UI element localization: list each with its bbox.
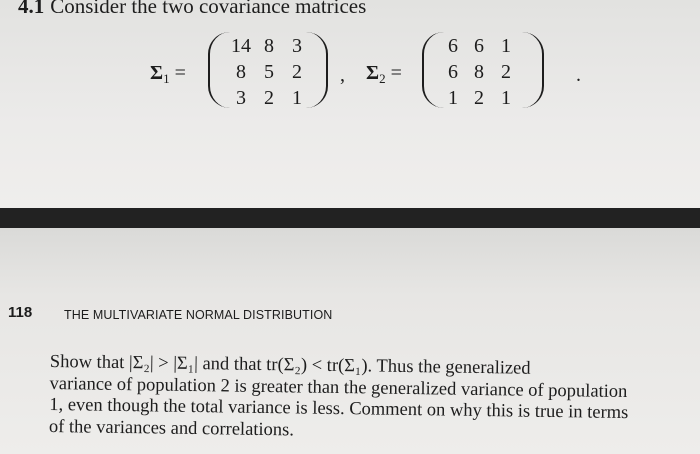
matrix1-right-paren (304, 32, 328, 108)
matrix-cell: 2 (292, 61, 302, 83)
matrix-cell: 8 (474, 61, 484, 83)
matrix-cell: 14 (231, 35, 251, 57)
matrix-cell: 6 (448, 35, 458, 57)
sigma2-symbol: Σ (366, 62, 380, 84)
body-line: variance of population 2 is greater than the generalized variance of population (49, 373, 628, 402)
book-spine-gap (0, 208, 700, 228)
matrix-cell: 1 (292, 87, 302, 109)
sigma1-label (150, 62, 186, 87)
matrix-cell: 6 (448, 61, 458, 83)
sigma1-symbol: Σ (150, 62, 164, 84)
matrix2-right-paren (520, 32, 544, 108)
matrix-cell: 1 (448, 87, 458, 109)
sigma1-subscript: 1 (163, 71, 170, 86)
page-number: 118 (8, 304, 33, 321)
matrix-cell: 1 (501, 35, 511, 57)
matrix-cell: 5 (264, 61, 274, 83)
matrix-cell: 6 (474, 35, 484, 57)
problem-heading-text: Consider the two covariance matrices (50, 0, 367, 18)
running-head: THE MULTIVARIATE NORMAL DISTRIBUTION (64, 308, 333, 322)
sigma2-label (366, 62, 402, 87)
matrix-cell: 3 (236, 87, 246, 109)
body-line: Show that |Σ₂| > |Σ₁| and that tr(Σ₂) < tr(Σ₁). Thus the generalized (49, 352, 531, 379)
sigma2-equals: = (390, 62, 402, 84)
matrix-terminator: . (576, 64, 581, 86)
lower-book-page (0, 228, 700, 454)
sigma1-equals: = (174, 62, 186, 84)
body-line: of the variances and correlations. (48, 416, 295, 440)
problem-heading (18, 0, 366, 19)
matrix-sigma2 (441, 34, 519, 110)
matrix-cell: 2 (474, 87, 484, 109)
matrix-cell: 3 (292, 35, 302, 57)
sigma2-subscript: 2 (379, 71, 386, 86)
matrix-separator: , (340, 64, 345, 86)
matrix-cell: 2 (501, 61, 511, 83)
problem-body (49, 352, 670, 447)
body-line: 1, even though the total variance is less. Comment on why this is true in terms (49, 394, 629, 424)
matrix-cell: 8 (236, 61, 246, 83)
matrix-sigma1 (226, 34, 312, 110)
matrix-cell: 2 (264, 87, 274, 109)
problem-number: 4.1 (18, 0, 45, 18)
upper-book-page (0, 0, 700, 208)
matrix-cell: 1 (501, 87, 511, 109)
matrix-cell: 8 (264, 35, 274, 57)
